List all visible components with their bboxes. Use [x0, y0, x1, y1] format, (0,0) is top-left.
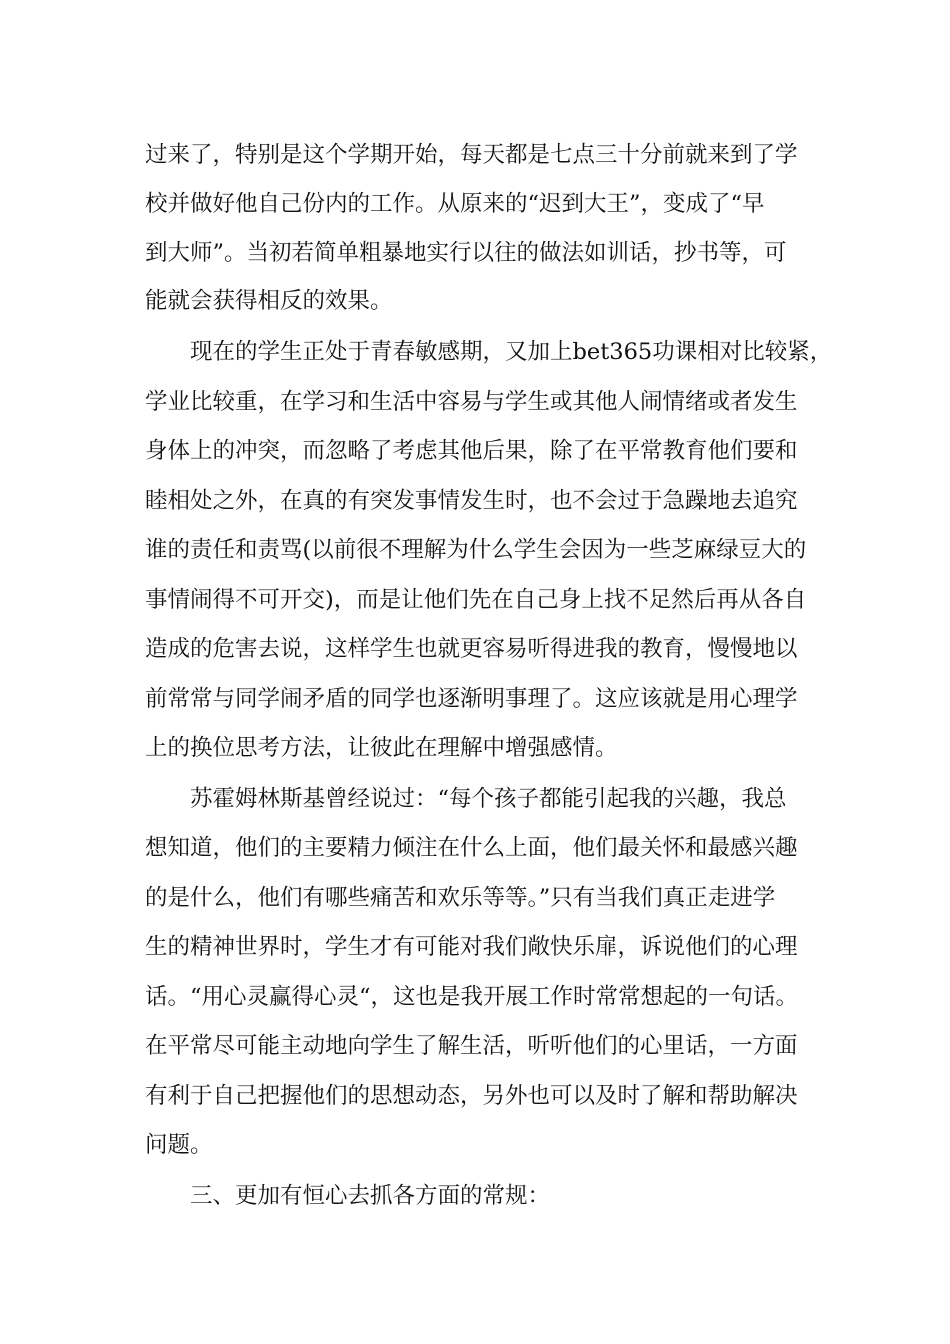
text-line: 前常常与同学闹矛盾的同学也逐渐明事理了。这应该就是用心理学 [145, 686, 798, 712]
heading-line: 三、更加有恒心去抓各方面的常规： [190, 1183, 551, 1209]
text-line: 问题。 [145, 1132, 213, 1158]
text-line: 上的换位思考方法，让彼此在理解中增强感情。 [145, 735, 618, 761]
text-line: 的是什么，他们有哪些痛苦和欢乐等等。”只有当我们真正走进学 [145, 885, 776, 911]
text-line: 现在的学生正处于青春敏感期，又加上bet365功课相对比较紧， [190, 339, 833, 365]
text-line: 谁的责任和责骂(以前很不理解为什么学生会因为一些芝麻绿豆大的 [145, 537, 807, 563]
text-line: 有利于自己把握他们的思想动态，另外也可以及时了解和帮助解决 [145, 1083, 798, 1109]
text-line: 想知道，他们的主要精力倾注在什么上面，他们最关怀和最感兴趣 [145, 835, 798, 861]
text-line: 校并做好他自己份内的工作。从原来的“迟到大王”，变成了“早 [145, 191, 765, 217]
text-line: 造成的危害去说，这样学生也就更容易听得进我的教育，慢慢地以 [145, 636, 798, 662]
text-line: 身体上的冲突，而忽略了考虑其他后果，除了在平常教育他们要和 [145, 438, 798, 464]
text-line: 能就会获得相反的效果。 [145, 288, 393, 314]
text-line: 过来了，特别是这个学期开始，每天都是七点三十分前就来到了学 [145, 142, 798, 168]
text-line: 生的精神世界时，学生才有可能对我们敞快乐扉，诉说他们的心理 [145, 934, 798, 960]
text-line: 到大师”。当初若简单粗暴地实行以往的做法如训话，抄书等，可 [145, 240, 787, 266]
text-line: 在平常尽可能主动地向学生了解生活，听听他们的心里话，一方面 [145, 1033, 798, 1059]
text-line: 苏霍姆林斯基曾经说过：“每个孩子都能引起我的兴趣，我总 [190, 786, 787, 812]
text-line: 学业比较重，在学习和生活中容易与学生或其他人闹情绪或者发生 [145, 389, 798, 415]
text-line: 睦相处之外，在真的有突发事情发生时，也不会过于急躁地去追究 [145, 488, 798, 514]
text-line: 事情闹得不可开交)，而是让他们先在自己身上找不足然后再从各自 [145, 587, 807, 613]
text-line: 话。“用心灵赢得心灵“，这也是我开展工作时常常想起的一句话。 [145, 984, 799, 1010]
